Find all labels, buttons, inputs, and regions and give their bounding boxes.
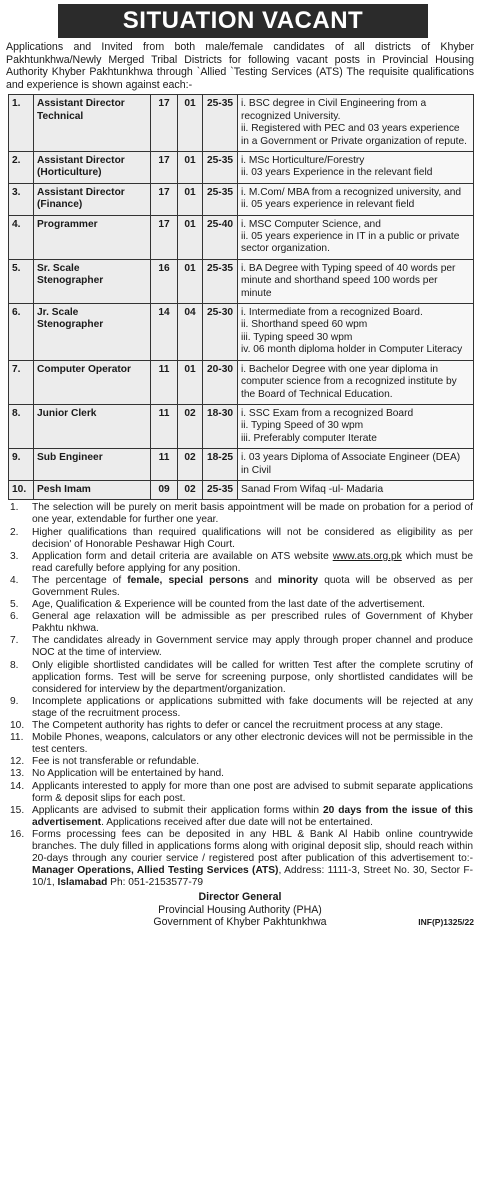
row-number: 10. (9, 480, 34, 499)
list-item (10, 660, 473, 696)
age-limit: 25-35 (203, 259, 238, 303)
term-text (32, 829, 473, 889)
row-number: 6. (9, 304, 34, 361)
post-count: 02 (178, 404, 203, 448)
designation: Director General (198, 891, 282, 904)
qualification-line: ii. Shorthand speed 60 wpm (241, 319, 368, 331)
post-count: 01 (178, 152, 203, 184)
list-item (10, 551, 473, 575)
qualification-line: ii. 03 years Experience in the relevant field (241, 167, 433, 179)
post-name: Jr. Scale Stenographer (34, 304, 151, 361)
term-number: 6. (10, 611, 19, 623)
term-text-part: and (248, 574, 278, 586)
pay-scale: 11 (151, 360, 178, 404)
table-row (9, 152, 474, 184)
row-number: 9. (9, 449, 34, 481)
term-number: 15. (10, 804, 25, 816)
terms-list (4, 502, 476, 889)
pay-scale: 17 (151, 215, 178, 259)
term-number: 7. (10, 635, 19, 647)
post-name: Programmer (34, 215, 151, 259)
pay-scale: 17 (151, 183, 178, 215)
term-text-part: Age, Qualification & Experience will be counted from the last date of the advertisement. (32, 599, 425, 611)
list-item (10, 575, 473, 599)
term-text-part: 20 days from the issue of this advertisement (32, 804, 474, 828)
term-text-part: Manager Operations, Allied Testing Services (ATS) (32, 865, 279, 877)
row-number: 7. (9, 360, 34, 404)
term-text-part: Higher qualifications than required qualifications will not be considered as eligibility as per decision' of Honorable Peshawar High Court. (32, 526, 473, 550)
table-row (9, 360, 474, 404)
post-count: 02 (178, 449, 203, 481)
qualification-line: i. Bachelor Degree with one year diploma in computer science from a recognized institute by the Board of Technical Education. (241, 363, 457, 400)
term-text-part: General age relaxation will be admissible as per prescribed rules of Government of Khyber Pakhtu nkhwa. (32, 611, 473, 635)
term-text (32, 756, 473, 768)
row-number: 4. (9, 215, 34, 259)
age-limit: 25-35 (203, 95, 238, 152)
term-text-part: female, special persons (127, 574, 249, 586)
reference-number: INF(P)1325/22 (418, 917, 474, 928)
term-number: 5. (10, 599, 19, 611)
qualification-cell (238, 183, 474, 215)
post-count: 01 (178, 95, 203, 152)
pay-scale: 17 (151, 95, 178, 152)
age-limit: 20-30 (203, 360, 238, 404)
qualification-line: Sanad From Wifaq -ul- Madaria (241, 483, 384, 495)
qualification-line: i. 03 years Diploma of Associate Engineer (DEA) in Civil (241, 452, 461, 476)
age-limit: 18-25 (203, 449, 238, 481)
age-limit: 18-30 (203, 404, 238, 448)
term-number: 13. (10, 768, 25, 780)
qualification-cell (238, 215, 474, 259)
post-name: Assistant Director (Finance) (34, 183, 151, 215)
list-item (10, 732, 473, 756)
post-count: 01 (178, 215, 203, 259)
post-count: 04 (178, 304, 203, 361)
qualification-cell (238, 449, 474, 481)
office-name: Provincial Housing Authority (PHA) (158, 903, 322, 916)
post-count: 02 (178, 480, 203, 499)
intro-paragraph: Applications and Invited from both male/female candidates of all districts of Khyber Pakhtunkhwa/Newly Merged Tribal Districts for following vacant posts in Provincial Housing Authority Khyber Pakhtunkhwa through `Allied `Testing Services (ATS) The requisite qualifications and experience is shown against each:- (6, 41, 474, 91)
pay-scale: 09 (151, 480, 178, 499)
qualification-line: ii. Registered with PEC and 03 years experience in a Government or Private organization of repute. (241, 123, 467, 147)
qualification-line: i. BA Degree with Typing speed of 40 words per minute and shorthand speed 100 words per minute (241, 262, 456, 299)
qualification-line: ii. 05 years experience in relevant field (241, 199, 415, 211)
list-item (10, 611, 473, 635)
term-text (32, 732, 473, 756)
qualification-line: i. MSC Computer Science, and (241, 218, 381, 230)
list-item (10, 720, 473, 732)
table-row (9, 404, 474, 448)
row-number: 2. (9, 152, 34, 184)
qualification-line: iii. Preferably computer Iterate (241, 432, 377, 444)
qualification-line: i. MSc Horticulture/Forestry (241, 155, 365, 166)
term-number: 11. (10, 732, 24, 744)
term-text (32, 527, 473, 551)
term-text (32, 768, 473, 780)
term-text-part: Forms processing fees can be deposited in any HBL & Bank Al Habib online countrywide branches. The duly filled in applications forms along with original deposit slip, should reach within 20-days through any courier service / registered post after publication of this advertisement to:- (32, 828, 473, 865)
pay-scale: 14 (151, 304, 178, 361)
term-text-part: minority (277, 574, 319, 586)
term-text (32, 720, 473, 732)
term-number: 16. (10, 828, 25, 840)
term-text-part: Incomplete applications or applications submitted with fake documents will be rejected at any stage of the recruitment process. (32, 695, 473, 719)
term-text-part: Ph: 051-2153577-79 (107, 877, 204, 889)
term-number: 14. (10, 780, 25, 792)
qualification-line: iii. Typing speed 30 wpm (241, 331, 353, 343)
list-item (10, 527, 473, 551)
pay-scale: 11 (151, 404, 178, 448)
pay-scale: 11 (151, 449, 178, 481)
term-text-part: Applicants are advised to submit their application forms within (32, 804, 324, 816)
term-text-part: quota will be observed as per Government Rules. (32, 574, 473, 598)
table-row (9, 480, 474, 499)
term-text-part: , Address: 1111-3, Street No. 30, Sector F-10/1, (32, 865, 473, 889)
term-text (32, 781, 473, 805)
list-item (10, 756, 473, 768)
qualification-line: i. M.Com/ MBA from a recognized university, and (241, 186, 462, 198)
post-count: 01 (178, 183, 203, 215)
row-number: 8. (9, 404, 34, 448)
term-number: 3. (10, 550, 19, 562)
post-count: 01 (178, 259, 203, 303)
term-text-part: No Application will be entertained by hand. (32, 768, 224, 780)
government-name: Government of Khyber Pakhtunkhwa (153, 916, 327, 929)
term-text (32, 805, 473, 829)
term-text (32, 599, 473, 611)
term-text-part: Applicants interested to apply for more than one post are advised to submit separate applications form & deposit slips for each post. (32, 780, 473, 804)
term-text-part: Fee is not transferable or refundable. (32, 756, 200, 768)
term-text (32, 575, 473, 599)
qualification-line: i. Intermediate from a recognized Board. (241, 307, 423, 319)
signature-block (4, 891, 476, 928)
row-number: 1. (9, 95, 34, 152)
table-row (9, 95, 474, 152)
term-text (32, 696, 473, 720)
post-name: Computer Operator (34, 360, 151, 404)
qualification-cell (238, 360, 474, 404)
post-name: Assistant Director Technical (34, 95, 151, 152)
qualification-line: iv. 06 month diploma holder in Computer Literacy (241, 344, 463, 356)
age-limit: 25-35 (203, 183, 238, 215)
age-limit: 25-30 (203, 304, 238, 361)
term-text-part: which must be read carefully before applying for any position. (32, 550, 473, 574)
qualification-cell (238, 259, 474, 303)
term-text-part: The Competent authority has rights to defer or cancel the recruitment process at any stage. (32, 720, 444, 732)
term-text-part: Only eligible shortlisted candidates will be called for written Test after the complete scrutiny of application forms. Test will be serve for screening purpose, only shortlisted candidates will be considered for interview by the department/organization. (32, 659, 473, 695)
qualification-cell (238, 304, 474, 361)
term-number: 12. (10, 756, 25, 768)
list-item (10, 805, 473, 829)
qualification-line: i. BSC degree in Civil Engineering from a recognized University. (241, 98, 427, 122)
posts-table (8, 94, 474, 500)
term-text-part: . Applications received after due date will not be entertained. (101, 816, 373, 828)
table-row (9, 304, 474, 361)
term-text (32, 611, 473, 635)
table-row (9, 183, 474, 215)
term-number: 9. (10, 695, 19, 707)
post-name: Junior Clerk (34, 404, 151, 448)
post-count: 01 (178, 360, 203, 404)
qualification-cell (238, 480, 474, 499)
term-text (32, 502, 473, 526)
post-name: Assistant Director (Horticulture) (34, 152, 151, 184)
term-text-part: The candidates already in Government service may apply through proper channel and produce NOC at the time of interview. (32, 635, 473, 659)
list-item (10, 768, 473, 780)
qualification-line: i. SSC Exam from a recognized Board (241, 407, 414, 419)
qualification-line: ii. 05 years experience in IT in a public or private sector organization. (241, 231, 460, 255)
list-item (10, 829, 473, 889)
term-text-part: Application form and detail criteria are available on ATS website (32, 550, 333, 562)
list-item (10, 696, 473, 720)
qualification-cell (238, 95, 474, 152)
post-name: Pesh Imam (34, 480, 151, 499)
post-name: Sub Engineer (34, 449, 151, 481)
age-limit: 25-35 (203, 480, 238, 499)
row-number: 3. (9, 183, 34, 215)
list-item (10, 599, 473, 611)
term-text (32, 660, 473, 696)
term-text-part: The percentage of (32, 574, 128, 586)
table-row (9, 259, 474, 303)
age-limit: 25-40 (203, 215, 238, 259)
term-number: 10. (10, 720, 25, 732)
term-text-part: Mobile Phones, weapons, calculators or any other electronic devices will not be permissible in the test centers. (32, 732, 473, 756)
posts-table-body (9, 95, 474, 500)
term-number: 4. (10, 574, 19, 586)
term-text-part: Islamabad (57, 877, 108, 889)
advertisement (4, 0, 476, 929)
term-number: 2. (10, 526, 19, 538)
term-number: 8. (10, 659, 19, 671)
qualification-cell (238, 152, 474, 184)
list-item (10, 635, 473, 659)
pay-scale: 16 (151, 259, 178, 303)
age-limit: 25-35 (203, 152, 238, 184)
list-item (10, 502, 473, 526)
website-link[interactable]: www.ats.org.pk (332, 550, 402, 562)
term-number: 1. (10, 502, 19, 514)
term-text (32, 551, 473, 575)
table-row (9, 449, 474, 481)
page-title: SITUATION VACANT (58, 4, 428, 38)
qualification-line: ii. Typing Speed of 30 wpm (241, 420, 364, 432)
pay-scale: 17 (151, 152, 178, 184)
term-text (32, 635, 473, 659)
post-name: Sr. Scale Stenographer (34, 259, 151, 303)
table-row (9, 215, 474, 259)
list-item (10, 781, 473, 805)
qualification-cell (238, 404, 474, 448)
row-number: 5. (9, 259, 34, 303)
term-text-part: The selection will be purely on merit basis appointment will be made on probation for a period of one year, extendable for further one year. (32, 502, 473, 526)
